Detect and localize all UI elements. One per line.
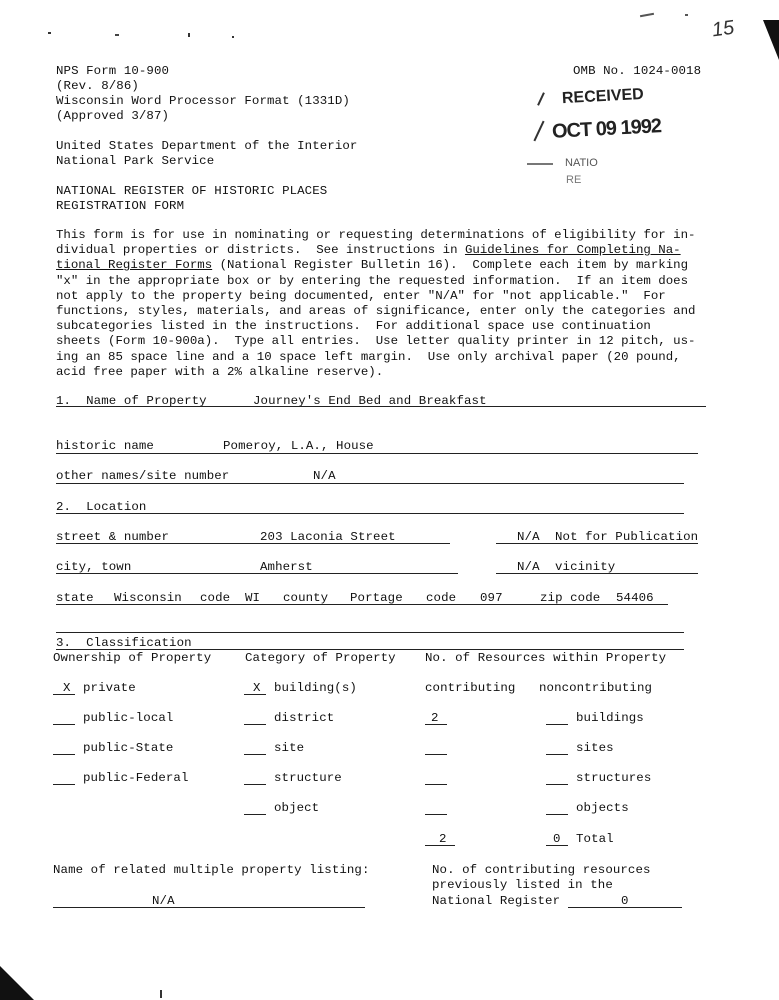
stamp-slash: [537, 92, 545, 106]
structures-label: structures: [576, 771, 652, 785]
count-rule: [425, 724, 447, 725]
category-site-label: site: [274, 741, 305, 755]
instruction-line: acid free paper with a 2% alkaline reserve).: [56, 364, 384, 379]
contributing-header: contributing: [425, 681, 516, 695]
instruction-line: subcategories listed in the instructions. For additional space use continuation: [56, 319, 651, 334]
objects-label: objects: [576, 801, 629, 815]
buildings-contributing[interactable]: 2: [431, 711, 439, 725]
section2-heading: 2. Location: [56, 500, 147, 514]
section-rule: [56, 513, 684, 514]
instruction-line: [56, 243, 706, 258]
form-format: Wisconsin Word Processor Format (1331D): [56, 94, 350, 108]
section3-heading: 3. Classification: [56, 636, 192, 650]
page-corner-mark: [0, 966, 34, 1000]
category-district-label: district: [274, 711, 335, 725]
count-rule: [425, 754, 447, 755]
stamp-slash: [533, 121, 544, 142]
instruction-line: This form is for use in nominating or requesting determinations of eligibility for in-: [56, 228, 696, 242]
state-label: state: [56, 591, 94, 605]
total-noncontributing[interactable]: 0: [553, 832, 561, 846]
checkbox-rule: [244, 814, 266, 815]
instruction-text: dividual properties or districts. See instructions in: [56, 243, 465, 258]
field-rule: [56, 543, 450, 544]
category-object-label: object: [274, 801, 320, 815]
previously-listed-value[interactable]: 0: [621, 894, 629, 908]
instruction-line: [56, 258, 706, 273]
count-rule: [425, 845, 455, 846]
other-names-label: other names/site number: [56, 469, 230, 483]
count-rule: [546, 845, 568, 846]
code-label: code: [200, 591, 231, 605]
instruction-text: (National Register Bulletin 16). Complete each item by marking: [212, 258, 689, 273]
county-code-label: code: [426, 591, 457, 605]
count-rule: [546, 784, 568, 785]
city-label: city, town: [56, 560, 132, 574]
ownership-header: Ownership of Property: [53, 651, 212, 665]
ownership-private-label: private: [83, 681, 136, 695]
section-rule: [56, 649, 684, 650]
other-names-value[interactable]: N/A: [313, 469, 336, 483]
scan-speck: [160, 990, 162, 998]
noncontributing-header: noncontributing: [539, 681, 653, 695]
field-rule: [496, 573, 698, 574]
total-contributing[interactable]: 2: [439, 832, 447, 846]
checkbox-rule: [53, 724, 75, 725]
checkbox-rule: [244, 754, 266, 755]
received-stamp: RECEIVED: [561, 85, 645, 108]
city-value[interactable]: Amherst: [260, 560, 313, 574]
checkbox-rule: [53, 754, 75, 755]
not-for-publication-label: Not for Publication: [555, 530, 699, 544]
department: United States Department of the Interior: [56, 139, 358, 153]
section-rule: [56, 632, 684, 633]
previously-listed-label: No. of contributing resources: [432, 863, 651, 877]
code-value[interactable]: WI: [245, 591, 261, 605]
zip-value[interactable]: 54406: [616, 591, 654, 605]
field-rule: [568, 907, 682, 908]
field-rule: [56, 453, 698, 454]
field-rule: [496, 543, 698, 544]
historic-name-value[interactable]: Pomeroy, L.A., House: [223, 439, 374, 453]
zip-label: zip code: [540, 591, 601, 605]
form-revision: (Rev. 8/86): [56, 79, 139, 93]
count-rule: [546, 754, 568, 755]
scan-speck: [640, 13, 654, 17]
instruction-line: not apply to the property being documented, enter "N/A" for "not applicable." For: [56, 288, 666, 303]
field-rule: [56, 573, 458, 574]
category-building-mark[interactable]: X: [253, 681, 261, 695]
historic-name-label: historic name: [56, 439, 154, 453]
category-building-label: building(s): [274, 681, 357, 695]
checkbox-rule: [244, 784, 266, 785]
form-subtitle: REGISTRATION FORM: [56, 199, 185, 213]
stamp-slash: [527, 163, 553, 165]
county-value[interactable]: Portage: [350, 591, 403, 605]
county-code-value[interactable]: 097: [480, 591, 503, 605]
stamp-date: OCT 09 1992: [551, 115, 662, 143]
sites-label: sites: [576, 741, 614, 755]
handwritten-mark: 15: [710, 16, 736, 42]
total-label: Total: [576, 832, 614, 846]
previously-listed-label: previously listed in the: [432, 878, 613, 892]
count-rule: [546, 724, 568, 725]
multiple-property-label: Name of related multiple property listing:: [53, 863, 370, 877]
scan-speck: [115, 34, 119, 36]
omb-number: OMB No. 1024-0018: [573, 64, 702, 78]
guidelines-title: tional Register Forms: [56, 258, 213, 273]
count-rule: [425, 814, 447, 815]
previously-listed-label: National Register: [432, 894, 561, 908]
property-name[interactable]: Journey's End Bed and Breakfast: [253, 394, 487, 408]
form-title: NATIONAL REGISTER OF HISTORIC PLACES: [56, 184, 328, 198]
street-label: street & number: [56, 530, 170, 544]
street-value[interactable]: 203 Laconia Street: [260, 530, 396, 544]
vicinity-value[interactable]: N/A: [517, 560, 540, 574]
instructions: [56, 228, 706, 380]
checkbox-rule: [244, 724, 266, 725]
form-number: NPS Form 10-900: [56, 64, 170, 78]
scan-speck: [232, 36, 234, 38]
section-rule: [56, 406, 706, 407]
buildings-label: buildings: [576, 711, 644, 725]
ownership-private-mark[interactable]: X: [63, 681, 71, 695]
field-rule: [56, 483, 684, 484]
ownership-state-label: public-State: [83, 741, 174, 755]
checkbox-rule: [244, 694, 266, 695]
count-rule: [546, 814, 568, 815]
field-rule: [53, 907, 365, 908]
stamp-line: NATIO: [565, 157, 598, 169]
count-rule: [425, 784, 447, 785]
page-corner-mark: [763, 0, 779, 60]
instruction-line: functions, styles, materials, and areas of significance, enter only the categories and: [56, 304, 696, 319]
vicinity-label: vicinity: [555, 560, 616, 574]
checkbox-rule: [53, 694, 75, 695]
category-header: Category of Property: [245, 651, 396, 665]
county-label: county: [283, 591, 329, 605]
instruction-line: "x" in the appropriate box or by entering the requested information. If an item does: [56, 273, 689, 288]
checkbox-rule: [53, 784, 75, 785]
instruction-line: sheets (Form 10-900a). Type all entries. Use letter quality printer in 12 pitch, us-: [56, 334, 696, 349]
service: National Park Service: [56, 154, 215, 168]
stamp-line: RE: [566, 174, 582, 186]
ownership-local-label: public-local: [83, 711, 174, 725]
resources-header: No. of Resources within Property: [425, 651, 667, 665]
section1-heading: 1. Name of Property: [56, 394, 207, 408]
state-value[interactable]: Wisconsin: [114, 591, 182, 605]
not-for-publication-value[interactable]: N/A: [517, 530, 540, 544]
ownership-federal-label: public-Federal: [83, 771, 189, 785]
scan-speck: [685, 14, 688, 16]
form-approved: (Approved 3/87): [56, 109, 170, 123]
scan-speck: [48, 32, 51, 34]
field-rule: [56, 604, 668, 605]
scan-speck: [188, 33, 190, 37]
category-structure-label: structure: [274, 771, 342, 785]
multiple-property-value[interactable]: N/A: [152, 894, 175, 908]
guidelines-title: Guidelines for Completing Na-: [464, 243, 681, 258]
instruction-line: ing an 85 space line and a 10 space left margin. Use only archival paper (20 pound,: [56, 349, 681, 364]
